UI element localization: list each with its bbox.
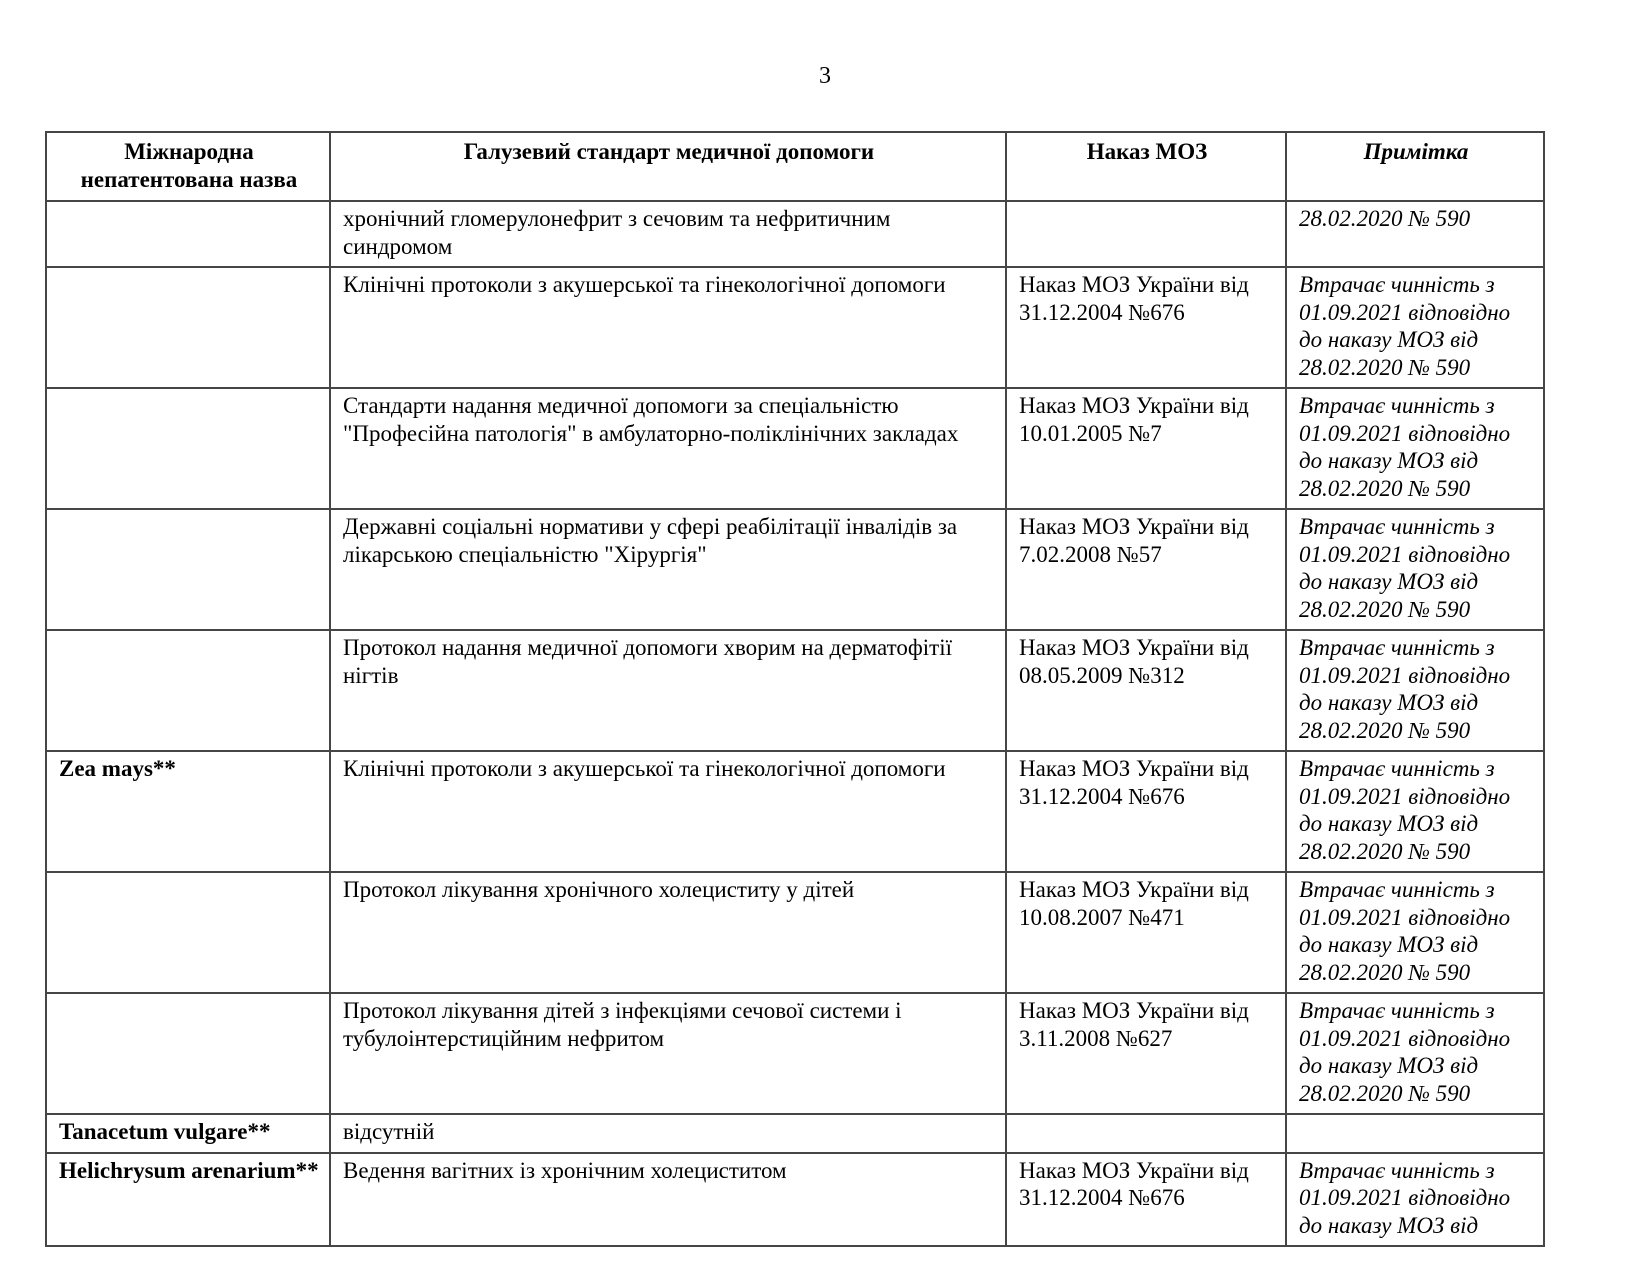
- standards-table: [45, 131, 1545, 1247]
- cell-note: Втрачає чинність з 01.09.2021 відповідно до наказу МОЗ від 28.02.2020 № 590: [1286, 509, 1544, 630]
- cell-medical-standard: Стандарти надання медичної допомоги за спеціальністю "Професійна патологія" в амбулаторно-поліклінічних закладах: [330, 388, 1006, 509]
- header-moz-order: Наказ МОЗ: [1006, 132, 1286, 201]
- table-header: [46, 132, 1544, 201]
- cell-note: Втрачає чинність з 01.09.2021 відповідно до наказу МОЗ від 28.02.2020 № 590: [1286, 388, 1544, 509]
- table-row: [46, 1114, 1544, 1153]
- cell-international-name: [46, 993, 330, 1114]
- header-note: Примітка: [1286, 132, 1544, 201]
- cell-international-name: Tanacetum vulgare**: [46, 1114, 330, 1153]
- cell-international-name: Zea mays**: [46, 751, 330, 872]
- cell-international-name: Helichrysum arenarium**: [46, 1153, 330, 1247]
- cell-international-name: [46, 509, 330, 630]
- cell-international-name: [46, 388, 330, 509]
- cell-note: Втрачає чинність з 01.09.2021 відповідно до наказу МОЗ від 28.02.2020 № 590: [1286, 267, 1544, 388]
- table-row: [46, 388, 1544, 509]
- cell-note: [1286, 1114, 1544, 1153]
- cell-international-name: [46, 201, 330, 267]
- cell-medical-standard: відсутній: [330, 1114, 1006, 1153]
- cell-moz-order: Наказ МОЗ України від 10.08.2007 №471: [1006, 872, 1286, 993]
- cell-medical-standard: Протокол лікування дітей з інфекціями сечової системи і тубулоінтерстиційним нефритом: [330, 993, 1006, 1114]
- table-row: [46, 872, 1544, 993]
- cell-moz-order: Наказ МОЗ України від 3.11.2008 №627: [1006, 993, 1286, 1114]
- cell-note: Втрачає чинність з 01.09.2021 відповідно до наказу МОЗ від 28.02.2020 № 590: [1286, 630, 1544, 751]
- table-row: [46, 993, 1544, 1114]
- cell-moz-order: [1006, 1114, 1286, 1153]
- cell-moz-order: Наказ МОЗ України від 31.12.2004 №676: [1006, 1153, 1286, 1247]
- cell-moz-order: Наказ МОЗ України від 10.01.2005 №7: [1006, 388, 1286, 509]
- table-row: [46, 267, 1544, 388]
- cell-note: Втрачає чинність з 01.09.2021 відповідно до наказу МОЗ від 28.02.2020 № 590: [1286, 872, 1544, 993]
- header-medical-standard: Галузевий стандарт медичної допомоги: [330, 132, 1006, 201]
- cell-medical-standard: хронічний гломерулонефрит з сечовим та нефритичним синдромом: [330, 201, 1006, 267]
- table-row: [46, 201, 1544, 267]
- page-number: 3: [819, 63, 831, 89]
- cell-international-name: [46, 872, 330, 993]
- table-row: [46, 751, 1544, 872]
- table-row: [46, 630, 1544, 751]
- cell-international-name: [46, 267, 330, 388]
- table-row: [46, 509, 1544, 630]
- cell-medical-standard: Ведення вагітних із хронічним холециститом: [330, 1153, 1006, 1247]
- cell-international-name: [46, 630, 330, 751]
- cell-moz-order: Наказ МОЗ України від 31.12.2004 №676: [1006, 751, 1286, 872]
- cell-moz-order: Наказ МОЗ України від 08.05.2009 №312: [1006, 630, 1286, 751]
- cell-medical-standard: Державні соціальні нормативи у сфері реабілітації інвалідів за лікарською спеціальністю "Хірургія": [330, 509, 1006, 630]
- cell-moz-order: Наказ МОЗ України від 31.12.2004 №676: [1006, 267, 1286, 388]
- cell-note: Втрачає чинність з 01.09.2021 відповідно до наказу МОЗ від: [1286, 1153, 1544, 1247]
- table-body: [46, 201, 1544, 1246]
- cell-medical-standard: Протокол надання медичної допомоги хворим на дерматофітії нігтів: [330, 630, 1006, 751]
- cell-note: 28.02.2020 № 590: [1286, 201, 1544, 267]
- cell-medical-standard: Протокол лікування хронічного холециститу у дітей: [330, 872, 1006, 993]
- cell-moz-order: [1006, 201, 1286, 267]
- cell-note: Втрачає чинність з 01.09.2021 відповідно до наказу МОЗ від 28.02.2020 № 590: [1286, 751, 1544, 872]
- table-row: [46, 1153, 1544, 1247]
- cell-note: Втрачає чинність з 01.09.2021 відповідно до наказу МОЗ від 28.02.2020 № 590: [1286, 993, 1544, 1114]
- table-header-row: [46, 132, 1544, 201]
- cell-medical-standard: Клінічні протоколи з акушерської та гінекологічної допомоги: [330, 751, 1006, 872]
- cell-medical-standard: Клінічні протоколи з акушерської та гінекологічної допомоги: [330, 267, 1006, 388]
- header-international-name: Міжнародна непатентована назва: [46, 132, 330, 201]
- cell-moz-order: Наказ МОЗ України від 7.02.2008 №57: [1006, 509, 1286, 630]
